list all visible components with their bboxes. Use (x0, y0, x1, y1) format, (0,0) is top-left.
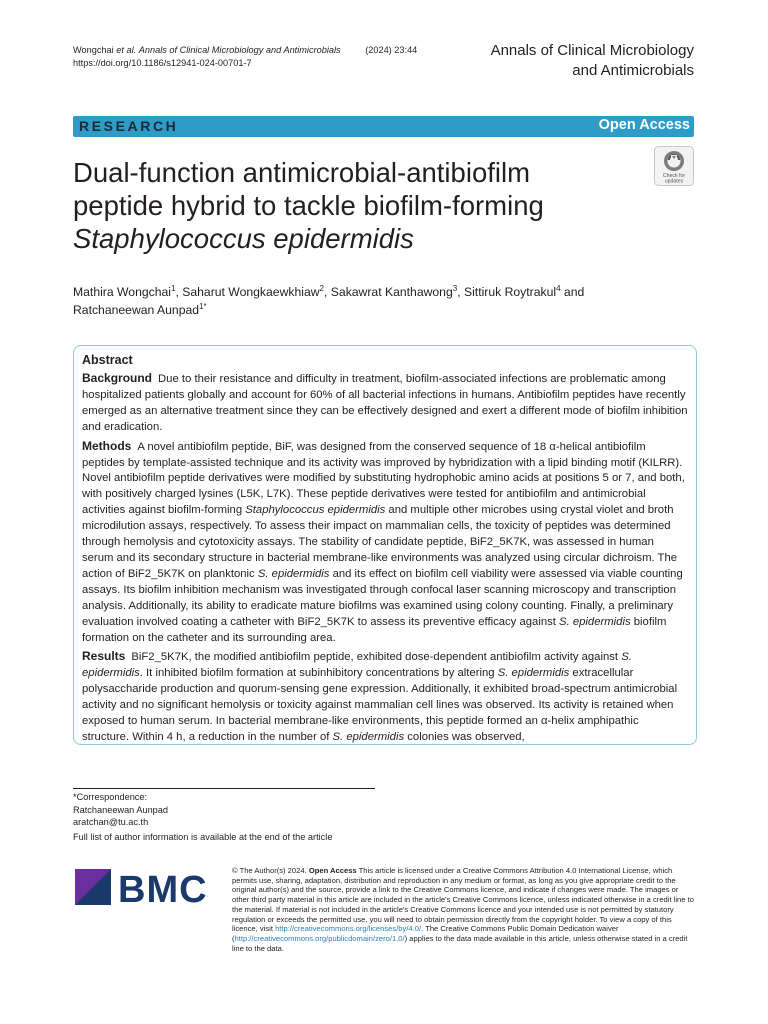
species-name: S. epidermidis (332, 730, 405, 743)
background-label: Background (82, 371, 153, 385)
methods-label: Methods (82, 438, 132, 453)
results-label: Results (82, 649, 126, 664)
journal-name-line2: and Antimicrobials (572, 62, 694, 79)
author-name[interactable]: Sakawrat Kanthawong (330, 285, 453, 299)
correspondence-name: Ratchaneewan Aunpad (73, 804, 169, 815)
check-for-updates-icon[interactable] (654, 146, 694, 186)
methods-text: biofilm formation on the catheter and its surrounding area. (82, 615, 667, 644)
author-name[interactable]: Sittiruk Roytrakul (463, 285, 557, 299)
species-name: S. epidermidis (559, 615, 631, 628)
article-type-bar (73, 116, 694, 137)
bmc-logo[interactable] (74, 866, 216, 908)
citation-authors: Wongchai (73, 45, 114, 55)
check-updates-line2: updates (664, 178, 684, 185)
methods-text: A novel antibiofilm peptide, BiF, was designed from the conserved sequence of 18 α-helical antibiofilm peptides by template-assisted technique and its activity was improved by hybridization with a lipid binding motif (KILRR). Novel antibiofilm peptide derivatives were modified by substituting hydrophobic amino acids at positions 5 or 7, and both, with positively charged lysines (L5K, L7K). These peptide derivatives were tested for antibiofilm and antimicrobial activities against biofilm-forming (82, 440, 685, 517)
article-type-label: RESEARCH (79, 118, 179, 134)
author-info-note: Full list of author information is available at the end of the article (73, 832, 333, 842)
license-open-access: Open Access (308, 866, 357, 875)
author-affiliation: 3 (452, 283, 458, 293)
running-header (73, 44, 417, 70)
correspondence-email[interactable]: aratchan@tu.ac.th (73, 817, 149, 827)
abstract-box (73, 345, 697, 745)
author-name[interactable]: Mathira Wongchai (73, 285, 171, 299)
license-body: . The Creative Commons Public Domain Dedication waiver ( (232, 924, 619, 943)
methods-text: and its effect on biofilm cell viability were assessed via viable counting assays. Its biofilm inhibition mechanism was investigated through confocal laser scanning microscopy and transcription analysis. Additionally, its ability to eradicate mature biofilms was examined using colony counting. Finally, a preliminary evaluation involved coating a catheter with BiF2_5K7K to assess its preventive efficacy against (82, 567, 683, 628)
species-name: S. epidermidis (257, 567, 330, 580)
author-affiliation: 2 (319, 283, 324, 293)
abstract-methods (82, 439, 688, 647)
citation-etal: et al. (116, 45, 137, 55)
citation-year-pages: (2024) 23:44 (365, 45, 418, 55)
species-name: S. epidermidis (82, 651, 632, 680)
title-line-2: peptide hybrid to tackle biofilm-forming (73, 190, 544, 221)
license-body: This article is licensed under a Creative Commons Attribution 4.0 International License, which permits use, sharing, adaptation, distribution and reproduction in any medium or format, as long as you give appropriate credit to the original author(s) and the source, provide a link to the Creative Commons licence, and indicate if changes were made. The images or other third party material in this article are included in the article's Creative Commons licence, unless indicated otherwise in a credit line to the material. If material is not included in the article's Creative Commons licence and your intended use is not permitted by statutory regulation or exceeds the permitted use, you will need to obtain permission directly from the copyright holder. To view a copy of this licence, visit (232, 866, 694, 934)
license-link[interactable]: http://creativecommons.org/licenses/by/4.0/ (275, 924, 422, 934)
open-access-label: Open Access (598, 117, 690, 133)
results-text: BiF2_5K7K, the modified antibiofilm peptide, exhibited dose-dependent antibiofilm activity against (131, 651, 619, 664)
footnote-divider (73, 788, 375, 789)
citation-journal: Annals of Clinical Microbiology and Antimicrobials (138, 45, 341, 55)
article-title (73, 156, 633, 255)
author-list: Mathira Wongchai$^1$, Saharut Wongkaewkhiaw$^2$, Sakawrat Kanthawong$^3$, Sittiruk Roytrakul$^4$ and Ratchaneewan Aunpad$^{1*}$ (73, 283, 585, 317)
license-body: ) applies to the data made available in this article, unless otherwise stated in a credit line to the data. (232, 933, 688, 953)
check-updates-line1: Check for (662, 173, 686, 179)
methods-text: and multiple other microbes using crystal violet and broth microdilution assays, respectively. To assess their impact on mammalian cells, the toxicity of peptides was determined through hemolysis and cytotoxicity assays. The stability of candidate peptide, BiF2_5K7K, was assessed in human serum and its secondary structure in bacterial membrane-like environments was analyzed using circular dichroism. The action of BiF2_5K7K on planktonic (82, 504, 678, 580)
title-line-3: Staphylococcus epidermidis (73, 223, 414, 254)
correspondence-block (73, 791, 168, 829)
author-affiliation: 1* (199, 301, 207, 311)
doi-link[interactable]: https://doi.org/10.1186/s12941-024-00701-7 (73, 58, 252, 68)
species-name: Staphylococcus epidermidis (245, 504, 386, 517)
abstract-background (82, 371, 688, 436)
license-text (232, 866, 696, 953)
author-affiliation: 1 (171, 283, 176, 293)
author-affiliation: 4 (556, 283, 561, 293)
bmc-logo-text: BMC (118, 869, 208, 908)
author-name[interactable]: Ratchaneewan Aunpad (73, 303, 200, 317)
abstract-results (82, 649, 688, 745)
title-line-1: Dual-function antimicrobial-antibiofilm (73, 157, 530, 188)
background-text: Due to their resistance and difficulty in treatment, biofilm-associated infections are problematic among hospitalized patients globally and account for 60% of all bacterial infections in humans. Antibiofilm peptides have recently emerged as an alternative treatment since they can be effectively designed and exert a different mode of biofilm inhibition and eradication. (82, 373, 688, 433)
author-name[interactable]: Saharut Wongkaewkhiaw (182, 285, 320, 299)
species-name: S. epidermidis (497, 667, 570, 680)
results-text: colonies was observed, (407, 730, 525, 743)
citation-line (73, 44, 417, 57)
results-text: . It inhibited biofilm formation at subinhibitory concentrations by altering (139, 667, 495, 680)
journal-name-line1: Annals of Clinical Microbiology (490, 42, 694, 59)
cc0-link[interactable]: http://creativecommons.org/publicdomain/zero/1.0/ (234, 933, 405, 943)
journal-name (491, 41, 694, 81)
author-conjunction: and (563, 285, 585, 299)
results-text: extracellular polysaccharide production and quorum-sensing gene expression. Additionally, it exhibited broad-spectrum antimicrobial activity and no significant hemolysis or toxicity against mammalian cell lines was observed. Its activity is retained when exposed to human serum. In bacterial membrane-like environments, this peptide formed an α-helix amphipathic structure. Within 4 h, a reduction in the number of (82, 667, 678, 743)
abstract-heading: Abstract (82, 353, 133, 367)
copyright: © The Author(s) 2024. (232, 866, 307, 875)
correspondence-label: *Correspondence: (73, 792, 148, 802)
